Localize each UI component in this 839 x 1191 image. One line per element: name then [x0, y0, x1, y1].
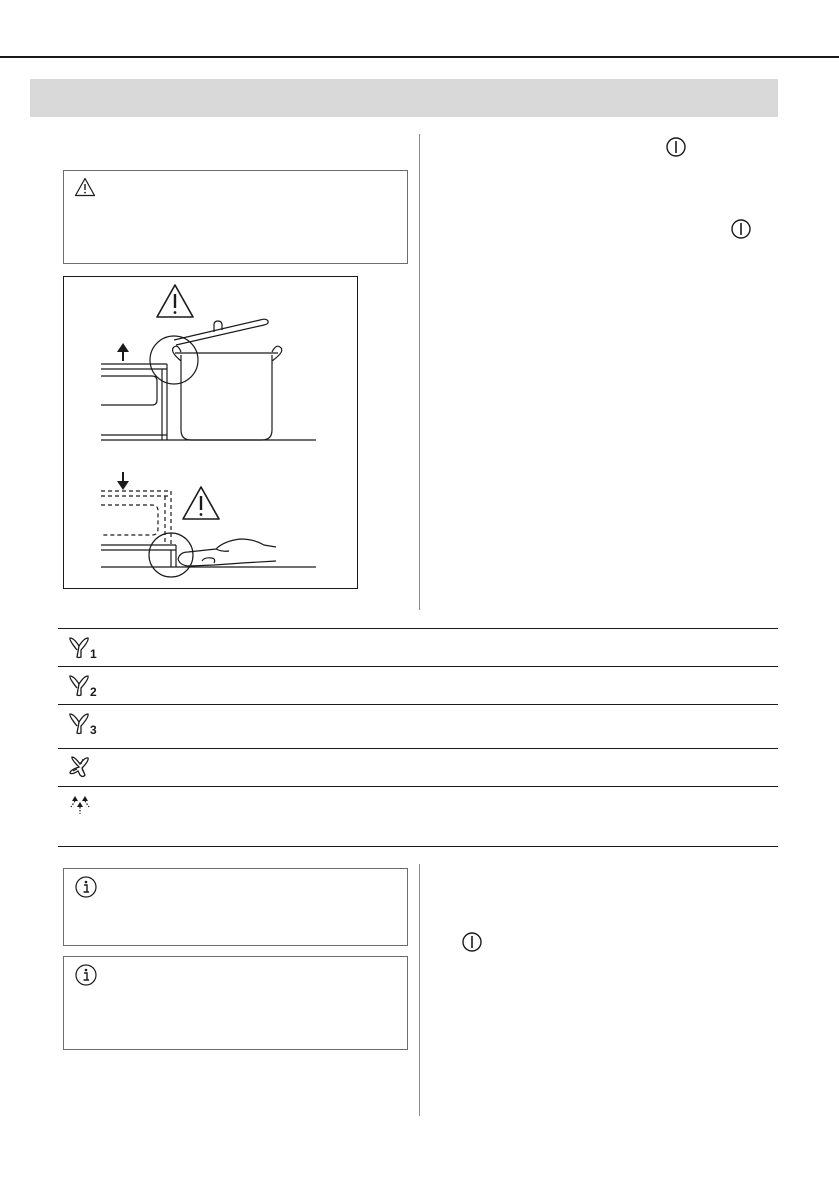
table-row — [58, 704, 778, 748]
svg-text:2: 2 — [90, 685, 97, 699]
fan-speed-1-icon — [66, 635, 106, 661]
table-row — [58, 748, 778, 786]
svg-text:1: 1 — [90, 647, 97, 661]
power-icon — [730, 218, 752, 245]
info-box — [63, 956, 408, 1050]
fan-boost-icon — [66, 755, 96, 781]
svg-text:3: 3 — [90, 723, 97, 737]
info-box — [63, 868, 408, 946]
section-header-bar — [30, 79, 778, 117]
power-icon — [461, 931, 483, 958]
table-row — [58, 666, 778, 704]
warning-triangle-icon — [74, 177, 96, 202]
arrow-down-icon — [117, 472, 129, 490]
info-icon — [74, 963, 98, 992]
safety-illustration — [63, 276, 358, 589]
fan-speed-2-icon — [66, 673, 106, 699]
warning-box — [63, 170, 408, 264]
fan-speed-table — [58, 628, 778, 847]
column-divider-top — [419, 134, 420, 610]
table-row — [58, 628, 778, 666]
fan-speed-3-icon — [66, 711, 106, 737]
table-row — [58, 786, 778, 847]
info-icon — [74, 875, 98, 904]
steam-sensor-icon — [66, 793, 96, 819]
column-divider-bottom — [419, 864, 420, 1116]
power-icon — [665, 136, 687, 163]
arrow-up-icon — [117, 343, 129, 361]
top-rule — [0, 56, 839, 58]
